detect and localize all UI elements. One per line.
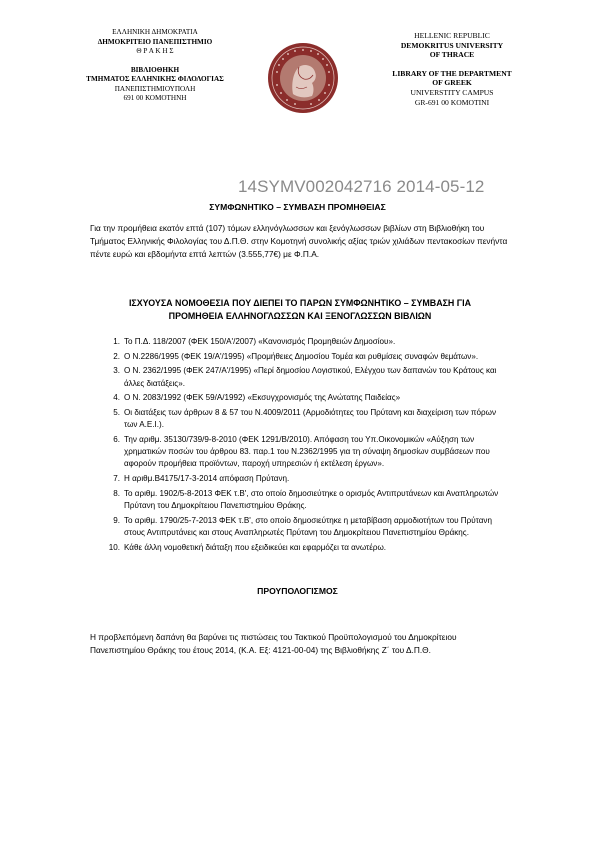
header-left-line: ΔΗΜΟΚΡΙΤΕΙΟ ΠΑΝΕΠΙΣΤΗΜΙΟ (97, 37, 213, 46)
legislation-item-number: 10. (108, 542, 120, 552)
header-right-english (372, 31, 532, 107)
legislation-item-number: 8. (113, 488, 120, 498)
header-left-line: ΕΛΛΗΝΙΚΗ ΔΗΜΟΚΡΑΤΙΑ (112, 28, 198, 36)
legislation-item-number: 1. (113, 337, 120, 346)
legislation-item-number: 3. (113, 366, 120, 376)
legislation-item (102, 488, 502, 512)
legislation-item (102, 407, 502, 431)
legislation-heading: ΙΣΧΥΟΥΣΑ ΝΟΜΟΘΕΣΙΑ ΠΟΥ ΔΙΕΠΕΙ ΤΟ ΠΑΡΩΝ ΣΥΜΦΩΝΗΤΙΚΟ – ΣΥΜΒΑΣΗ ΓΙΑ ΠΡΟΜΗΘΕΙΑ ΕΛΛΗΝΟΓΛΩΣΣΩΝ ΚΑΙ ΞΕΝΟΓΛΩΣΣΩΝ ΒΙΒΛΙΩΝ (128, 298, 472, 321)
header-right-line: HELLENIC REPUBLIC (414, 31, 490, 40)
legislation-list (102, 336, 502, 556)
legislation-item-text: Το Π.Δ. 118/2007 (ΦΕΚ 150/Α'/2007) «Κανονισμός Προμηθειών Δημοσίου». (124, 337, 396, 346)
header-left-line: Θ Ρ Α Κ Η Σ (136, 47, 174, 55)
legislation-item-number: 5. (113, 408, 120, 418)
legislation-item-text: Το αριθμ. 1790/25-7-2013 ΦΕΚ τ.Β', στο οποίο δημοσιεύτηκε η μεταβίβαση αρμοδιοτήτων του Πρύτανη στους Αντιπρυτάνεις και στους Αναπληρωτές Πρύτανη του Δημοκρίτειου Πανεπιστημίου Θράκης. (124, 515, 492, 537)
legislation-item-number: 9. (113, 515, 120, 525)
header-right-line: OF THRACE (429, 50, 475, 60)
legislation-item (102, 434, 502, 471)
legislation-item-text: Οι διατάξεις των άρθρων 8 & 57 του Ν.4009/2011 (Αρμοδιότητες του Πρύτανη και διαχείριση των πόρων των Α.Ε.Ι.). (124, 408, 496, 430)
legislation-item (102, 336, 502, 348)
header-right-line: LIBRARY OF THE DEPARTMENT (392, 68, 512, 78)
legislation-item (102, 392, 502, 404)
legislation-item-text: Ο Ν. 2362/1995 (ΦΕΚ 247/Α'/1995) «Περί δημοσίου Λογιστικού, Ελέγχου των δαπανών του Κράτους και άλλες διατάξεις». (124, 366, 497, 388)
intro-paragraph: Για την προμήθεια εκατόν επτά (107) τόμων ελληνόγλωσσων και ξενόγλωσσων βιβλίων στη Βιβλιοθήκη του Τμήματος Ελληνικής Φιλολογίας του Δ.Π.Θ. στην Κομοτηνή συνολικής αξίας τριών χιλιάδων πεντακοσίων πενήντα πέντε ευρώ και εβδομήντα επτά λεπτών (3.555,77€) με Φ.Π.Α. (90, 223, 508, 259)
legislation-item-text: Το αριθμ. 1902/5-8-2013 ΦΕΚ τ.Β', στο οποίο δημοσιεύτηκε ο ορισμός Αντιπρυτάνεων και Αναπληρωτών Πρύτανη του Δημοκρίτειου Πανεπιστημίου Θράκης. (124, 488, 499, 510)
header-right-line: OF GREEK (432, 78, 472, 88)
legislation-item (102, 365, 502, 389)
header-right-line: GR-691 00 KOMOTINI (414, 97, 490, 107)
budget-heading: ΠΡΟΥΠΟΛΟΓΙΣΜΟΣ (257, 586, 338, 596)
header-right-line: UNIVERSTITY CAMPUS (410, 87, 494, 97)
legislation-item-number: 7. (113, 474, 120, 484)
university-seal-logo (266, 42, 340, 114)
legislation-item-text: Ο Ν. 2083/1992 (ΦΕΚ 59/Α/1992) «Εκσυγχρονισμός της Ανώτατης Παιδείας» (124, 393, 401, 403)
header-left-line: ΤΜΗΜΑΤΟΣ ΕΛΛΗΝΙΚΗΣ ΦΙΛΟΛΟΓΙΑΣ (86, 75, 224, 83)
legislation-item-text: Την αριθμ. 35130/739/9-8-2010 (ΦΕΚ 1291/Β/2010). Απόφαση του Υπ.Οικονομικών «Αύξηση των χρηματικών ποσών του άρθρου 83. παρ.1 του Ν.2362/1995 για τη σύναψη δημοσίων συμβάσεων που αφορούν προμήθεια προϊόντων, παροχή υπηρεσιών ή εκτέλεση έργων». (124, 434, 490, 469)
legislation-item-text: Η αριθμ.Β4175/17-3-2014 απόφαση Πρύτανη. (124, 474, 290, 484)
header-right-line: DEMOKRITUS UNIVERSITY (400, 40, 504, 50)
header-left-line: ΠΑΝΕΠΙΣΤΗΜΙΟΥΠΟΛΗ (114, 84, 196, 93)
legislation-item-number: 6. (113, 434, 120, 444)
legislation-item-number: 4. (113, 393, 120, 403)
legislation-item (102, 515, 502, 539)
budget-paragraph: Η προβλεπόμενη δαπάνη θα βαρύνει τις πιστώσεις του Τακτικού Προϋπολογισμού του Δημοκρίτειου Πανεπιστημίου Θράκης του έτους 2014, (Κ.Α. Εξ: 4121-00-04) της Βιβλιοθήκης Ζ΄ του Δ.Π.Θ. (90, 632, 457, 655)
header-left-line: 691 00 ΚΟΜΟΤΗΝΗ (123, 94, 187, 102)
header-left-greek (55, 28, 255, 104)
legislation-item (102, 542, 502, 554)
header-left-line: ΒΙΒΛΙΟΘΗΚΗ (130, 65, 180, 74)
legislation-item-number: 2. (113, 351, 120, 361)
legislation-item (102, 351, 502, 363)
document-number: 14SYMV002042716 2014-05-12 (238, 177, 485, 196)
legislation-item (102, 473, 502, 485)
document-title: ΣΥΜΦΩΝΗΤΙΚΟ – ΣΥΜΒΑΣΗ ΠΡΟΜΗΘΕΙΑΣ (209, 202, 386, 212)
legislation-item-text: Ο Ν.2286/1995 (ΦΕΚ 19/Α'/1995) «Προμήθειες Δημοσίου Τομέα και ρυθμίσεις συναφών θεμάτων». (124, 351, 479, 361)
legislation-item-text: Κάθε άλλη νομοθετική διάταξη που εξειδικεύει και εφαρμόζει τα ανωτέρω. (124, 542, 387, 552)
